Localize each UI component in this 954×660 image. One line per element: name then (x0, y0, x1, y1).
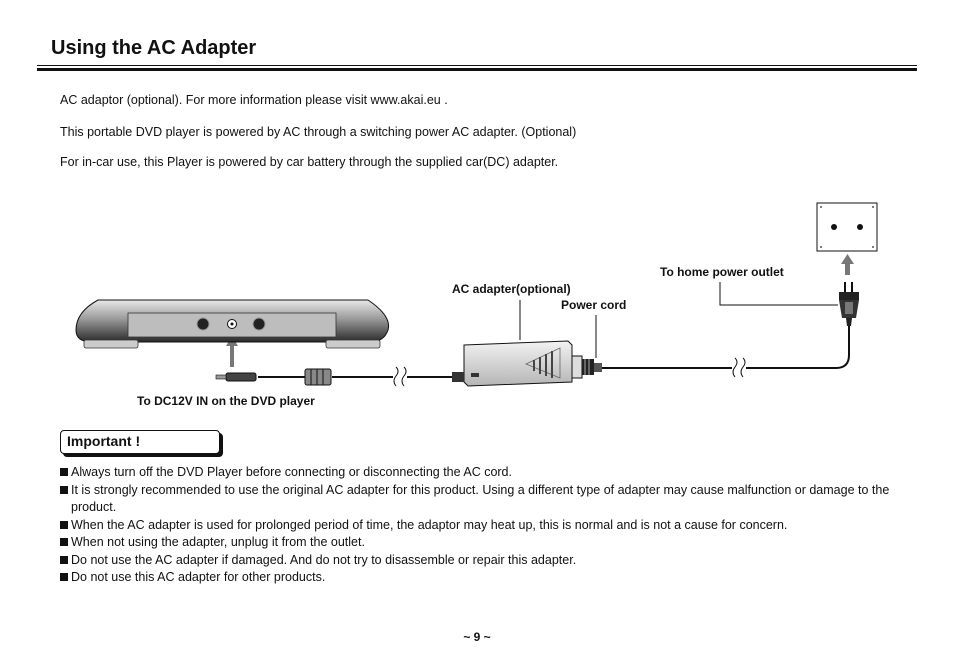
cord-break-icon (732, 358, 746, 377)
power-plug-icon (839, 282, 859, 326)
label-ac-adapter: AC adapter(optional) (452, 282, 571, 296)
bullet-square-icon (60, 486, 68, 494)
page-title: Using the AC Adapter (51, 37, 257, 59)
dc-plug-icon (216, 373, 256, 381)
wall-outlet-icon (817, 203, 877, 251)
intro-line-2: This portable DVD player is powered by AC through a switching power AC adapter. (Optional) (60, 125, 577, 139)
bullet-square-icon (60, 468, 68, 476)
list-item: Do not use this AC adapter for other products. (60, 569, 910, 587)
bullet-square-icon (60, 573, 68, 581)
page-number: ~ 9 ~ (463, 630, 491, 644)
bullet-square-icon (60, 521, 68, 529)
ferrite-core-icon (305, 369, 331, 385)
important-list (60, 464, 910, 587)
list-item: It is strongly recommended to use the original AC adapter for this product. Using a different type of adapter may cause malfunction or damage to the product. (60, 482, 910, 517)
dvd-player-icon (76, 300, 389, 348)
cord-break-icon (393, 367, 407, 386)
intro-line-3: For in-car use, this Player is powered by car battery through the supplied car(DC) adapter. (60, 155, 559, 169)
intro-line-1: AC adaptor (optional). For more information please visit www.akai.eu . (60, 93, 448, 107)
list-item: When not using the adapter, unplug it from the outlet. (60, 534, 910, 552)
important-heading-box (60, 430, 220, 454)
important-heading: Important ! (67, 433, 141, 449)
arrow-up-icon (841, 254, 854, 275)
label-dc-in: To DC12V IN on the DVD player (137, 394, 315, 408)
ac-adapter-icon (452, 341, 602, 386)
bullet-square-icon (60, 538, 68, 546)
list-item: Do not use the AC adapter if damaged. And do not try to disassemble or repair this adapter. (60, 552, 910, 570)
bullet-square-icon (60, 556, 68, 564)
label-power-cord: Power cord (561, 298, 627, 312)
list-item: Always turn off the DVD Player before connecting or disconnecting the AC cord. (60, 464, 910, 482)
label-home-outlet: To home power outlet (660, 265, 784, 279)
list-item: When the AC adapter is used for prolonged period of time, the adaptor may heat up, this is normal and is not a cause for concern. (60, 517, 910, 535)
